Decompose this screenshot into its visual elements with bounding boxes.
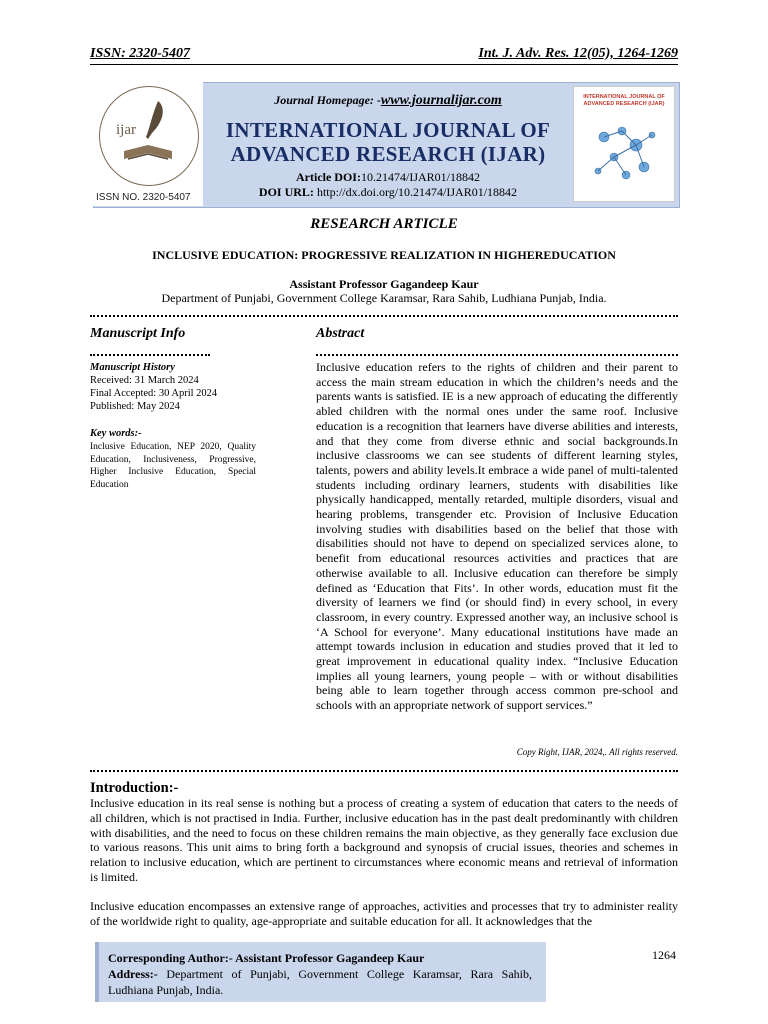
journal-homepage xyxy=(203,93,573,109)
manuscript-divider xyxy=(90,354,210,356)
running-header xyxy=(90,46,678,65)
journal-title-line1: INTERNATIONAL JOURNAL OF xyxy=(225,118,551,142)
introduction-heading: Introduction:- xyxy=(90,780,179,796)
section-divider xyxy=(90,315,678,317)
issn-label: ISSN: 2320-5407 xyxy=(90,46,190,61)
published-date: Published: May 2024 xyxy=(90,401,180,412)
manuscript-info-heading: Manuscript Info xyxy=(90,326,186,341)
doi-label: Article DOI: xyxy=(296,170,361,184)
logo-issn: ISSN NO. 2320-5407 xyxy=(96,192,191,203)
abstract-text: Inclusive education refers to the rights of children and their parent to access the main stream education in which the children’s needs and the parents wants is satisfied. IE is a new approach of educating the differently abled children with the normal ones under the same roof. Inclusive education is a recognition that learners have diverse abilities and interests, and that they come from diverse ethnic and social backgrounds.In inclusive classrooms we can see students of different learning styles, talents, powers and ability levels.It embrace a wide panel of multi-talented students including ordinary learners, students with disabilities like physically handicapped, mentally retarded, multiple disorders, visual and hearing problems, transgender etc. Provision of Inclusive Education involving studies with disabilities based on the belief that those with disabilities should not have to depend on specialized services alone, to benefit from educational resources activities and practices that are otherwise available to all. Inclusive education can therefore be simply defined as ‘Education that Fits’. In other words, education must fit the diversity of learners we find (or should find) in every school, in every classroom, in every country. Expressed another way, an inclusive school is ‘A School for everyone’. Many educational institutions have made an attempt towards inclusion in education and studies proved that it led to great improvement in educational quality index. “Inclusive Education implies all young learners, young people – with or without disabilities being able to learn together through access common pre-school and schools with an appropriate network of support services.” xyxy=(316,360,678,713)
intro-paragraph-1: Inclusive education in its real sense is nothing but a process of creating a system of education that caters to the needs of all children, which is not practised in India. Further, inclusive education has in the past dealt predominantly with children with disabilities, and the need to focus on these children remains the main objective, as they generally face exclusion due to various reasons. This unit aims to bring forth a background and synopsis of crucial issues, theories and schemes in relation to inclusive education, which are pertinent to circumstances where economic means and retrieval of information is limited. xyxy=(90,796,678,884)
article-type: RESEARCH ARTICLE xyxy=(310,216,458,232)
journal-logo-icon xyxy=(99,86,199,186)
author-affiliation: Department of Punjabi, Government College Karamsar, Rara Sahib, Ludhiana Punjab, India. xyxy=(161,291,607,305)
address-label: Address:- xyxy=(108,967,158,981)
copyright-notice: Copy Right, IJAR, 2024,. All rights reserved. xyxy=(516,747,678,757)
homepage-label: Journal Homepage: - xyxy=(274,93,381,107)
paper-title: INCLUSIVE EDUCATION: PROGRESSIVE REALIZATION IN HIGHEREDUCATION xyxy=(152,248,616,262)
section-divider xyxy=(90,770,678,772)
doi-block xyxy=(203,170,573,200)
accepted-date: Final Accepted: 30 April 2024 xyxy=(90,388,218,399)
history-label: Manuscript History xyxy=(90,362,175,373)
keywords-list: Inclusive Education, NEP 2020, Quality Education, Inclusiveness, Progressive, Higher Inclusive Education, Special Education xyxy=(90,442,256,490)
abstract-heading: Abstract xyxy=(316,326,365,341)
cover-title: INTERNATIONAL JOURNAL OF ADVANCED RESEARCH (IJAR) xyxy=(583,94,665,107)
homepage-link[interactable]: www.journalijar.com xyxy=(380,93,502,108)
journal-title xyxy=(203,118,573,166)
doi-url-link[interactable]: http://dx.doi.org/10.21474/IJAR01/18842 xyxy=(316,185,518,199)
doi-value: 10.21474/IJAR01/18842 xyxy=(360,170,480,184)
logo-wordmark: ijar xyxy=(116,122,136,138)
address-text: Department of Punjabi, Government College Karamsar, Rara Sahib, Ludhiana Punjab, India. xyxy=(108,967,532,997)
abstract-divider xyxy=(316,354,678,356)
corresponding-author-label: Corresponding Author:- Assistant Professor Gagandeep Kaur xyxy=(108,951,425,965)
doi-url-label: DOI URL: xyxy=(258,185,314,199)
intro-paragraph-2: Inclusive education encompasses an extensive range of approaches, activities and processes that try to administer reality of the worldwide right to quality, age-appropriate and suitable education for all. It acknowledges that the xyxy=(90,899,678,928)
page-number: 1264 xyxy=(652,948,676,962)
journal-title-line2: ADVANCED RESEARCH (IJAR) xyxy=(230,142,546,166)
received-date: Received: 31 March 2024 xyxy=(90,375,199,386)
corresponding-author xyxy=(108,950,532,998)
keywords-label: Key words:- xyxy=(90,428,142,439)
citation-label: Int. J. Adv. Res. 12(05), 1264-1269 xyxy=(478,46,678,61)
author-name: Assistant Professor Gagandeep Kaur xyxy=(289,277,479,291)
